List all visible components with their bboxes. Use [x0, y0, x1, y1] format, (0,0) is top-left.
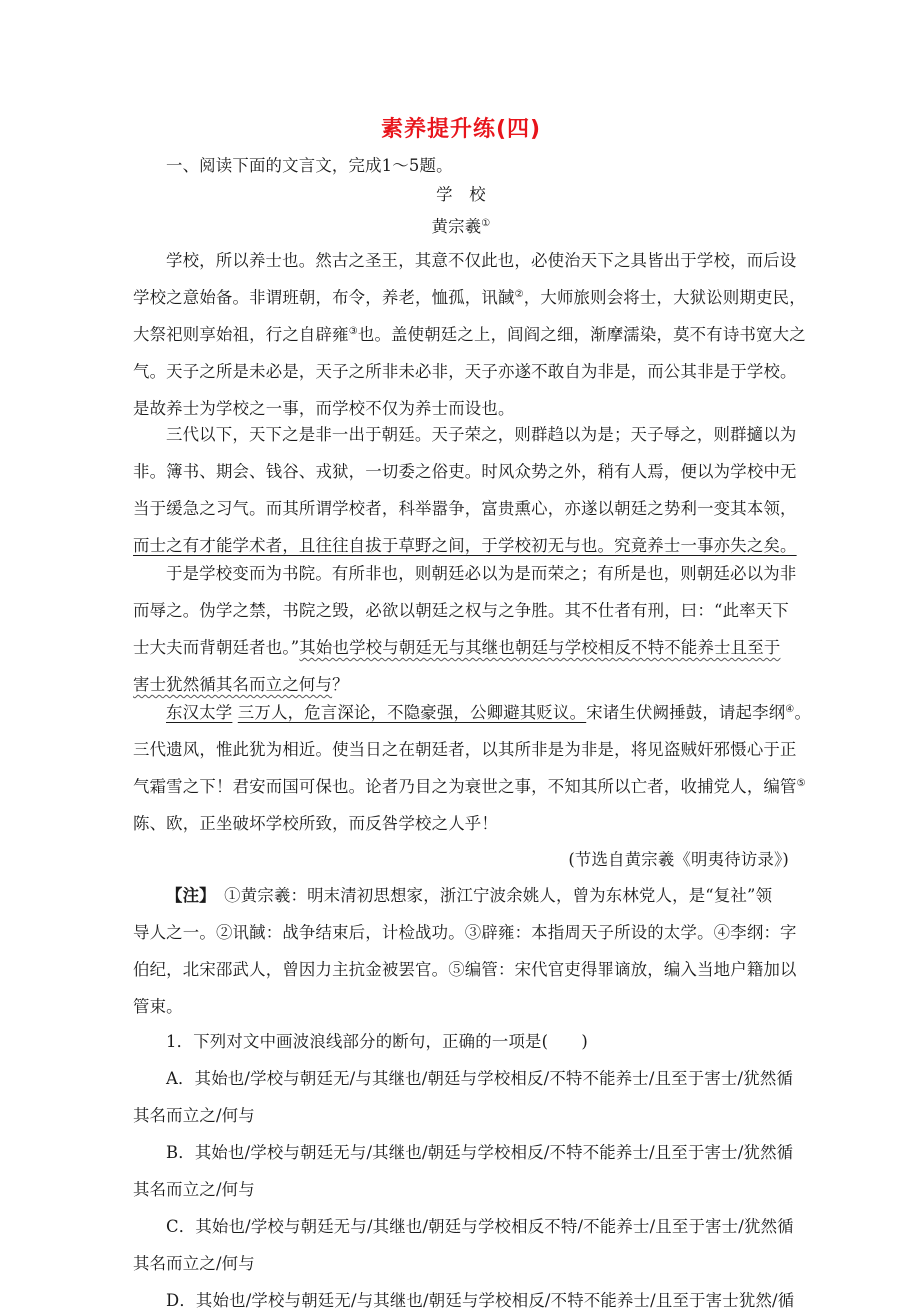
option-a-line-2: 其名而立之/何与	[133, 1106, 255, 1125]
paragraph-4-line-2: 三代遗风，惟此犹为相近。使当日之在朝廷者，以其所非是为非是，将见盗贼奸邪慑心于正	[133, 740, 797, 759]
option-c-line-2: 其名而立之/何与	[133, 1254, 255, 1273]
underlined-phrase: 东汉太学	[166, 703, 233, 722]
question-1-stem: 1．下列对文中画波浪线部分的断句，正确的一项是( )	[166, 1032, 588, 1051]
option-b-line-2: 其名而立之/何与	[133, 1180, 255, 1199]
paragraph-3-line-3: 士大夫而背朝廷者也。”其始也学校与朝廷无与其继也朝廷与学校相反不特不能养士且至于	[133, 638, 781, 657]
paragraph-4-line-3: 气霜雪之下！君安而国可保也。论者乃目之为衰世之事，不知其所以亡者，收捕党人，编管⑤	[133, 777, 806, 796]
paragraph-1-line-5: 是故养士为学校之一事，而学校不仅为养士而设也。	[133, 399, 515, 418]
notes-line-3: 伯纪，北宋邵武人，曾因力主抗金被罢官。⑤编管：宋代官吏得罪谪放，编入当地户籍加以	[133, 960, 797, 979]
footnote-mark: ①	[481, 218, 491, 229]
paragraph-2-line-1: 三代以下，天下之是非一出于朝廷。天子荣之，则群趋以为是；天子辱之，则群擿以为	[166, 425, 797, 444]
underlined-sentence: 三万人，危言深论，不隐豪强，公卿避其贬议。	[237, 703, 587, 722]
paragraph-2-line-3: 当于缓急之习气。而其所谓学校者，科举嚣争，富贵熏心，亦遂以朝廷之势利一变其本领，	[133, 499, 797, 518]
source-citation: (节选自黄宗羲《明夷待访录》)	[568, 850, 789, 869]
author	[133, 216, 789, 238]
footnote-mark: ②	[514, 289, 524, 300]
paragraph-3-line-2: 而辱之。伪学之禁，书院之毁，必欲以朝廷之权与之争胜。其不仕者有刑，曰：“此率天下	[133, 601, 789, 620]
footnote-mark: ⑤	[796, 778, 806, 789]
wavy-underlined-passage: 害士犹然循其名而立之何与	[133, 675, 333, 694]
notes-line-2: 导人之一。②讯馘：战争结束后，计检战功。③辟雍：本指周天子所设的太学。④李纲：字	[133, 923, 797, 942]
footnote-mark: ④	[785, 704, 795, 715]
paragraph-4-line-1: 东汉太学 三万人，危言深论，不隐豪强，公卿避其贬议。宋诸生伏阙捶鼓，请起李纲④。	[166, 703, 812, 722]
option-c-line-1: C．其始也/学校与朝廷无与/其继也/朝廷与学校相反不特/不能养士/且至于害士/犹然循	[166, 1217, 794, 1236]
page-title: 素养提升练(四)	[380, 117, 542, 142]
paragraph-2-line-4	[133, 535, 797, 557]
essay-title: 学 校	[436, 185, 486, 204]
underlined-sentence: 而士之有才能学术者，且往往自拔于草野之间，于学校初无与也。究竟养士一事亦失之矣。	[133, 536, 797, 555]
paragraph-2-line-2: 非。簿书、期会、钱谷、戎狱，一切委之俗吏。时风众势之外，稍有人焉，便以为学校中无	[133, 462, 797, 481]
footnote-mark: ③	[348, 326, 358, 337]
notes-label: 【注】	[166, 886, 208, 905]
notes-line-4: 管束。	[133, 997, 183, 1016]
paragraph-3-line-1: 于是学校变而为书院。有所非也，则朝廷必以为是而荣之；有所是也，则朝廷必以为非	[166, 564, 797, 583]
option-a-line-1: A．其始也/学校与朝廷无/与其继也/朝廷与学校相反/不特不能养士/且至于害士/犹然循	[166, 1069, 794, 1088]
paragraph-1-line-4: 气。天子之所是未必是，天子之所非未必非，天子亦遂不敢自为非是，而公其非是于学校。	[133, 362, 797, 381]
paragraph-1-line-2: 学校之意始备。非谓班朝，布令，养老，恤孤，讯馘②，大师旅则会将士，大狱讼则期吏民，	[133, 288, 806, 307]
notes-line-1: 【注】 ①黄宗羲：明末清初思想家，浙江宁波余姚人，曾为东林党人，是“复社”领	[166, 886, 773, 905]
instruction: 一、阅读下面的文言文，完成1～5题。	[166, 156, 453, 175]
paragraph-3-line-4: 害士犹然循其名而立之何与？	[133, 675, 349, 694]
option-d-line-1: D．其始也/学校与朝廷无/与其继也/朝廷与学校相反/不特不能养士/且至于害士犹然/循	[166, 1291, 795, 1310]
paragraph-1-line-3: 大祭祀则享始祖，行之自辟雍③也。盖使朝廷之上，闾阎之细，渐摩濡染，莫不有诗书宽大之	[133, 325, 806, 344]
paragraph-1-line-1: 学校，所以养士也。然古之圣王，其意不仅此也，必使治天下之具皆出于学校，而后设	[166, 251, 797, 270]
option-b-line-1: B．其始也/学校与朝廷无与/其继也/朝廷与学校相反/不特不能养士/且至于害士/犹然循	[166, 1143, 794, 1162]
paragraph-4-line-4: 陈、欧，正坐破坏学校所致，而反咎学校之人乎！	[133, 814, 498, 833]
author-name: 黄宗羲	[431, 217, 482, 236]
wavy-underlined-passage: 其始也学校与朝廷无与其继也朝廷与学校相反不特不能养士且至于	[299, 638, 781, 657]
